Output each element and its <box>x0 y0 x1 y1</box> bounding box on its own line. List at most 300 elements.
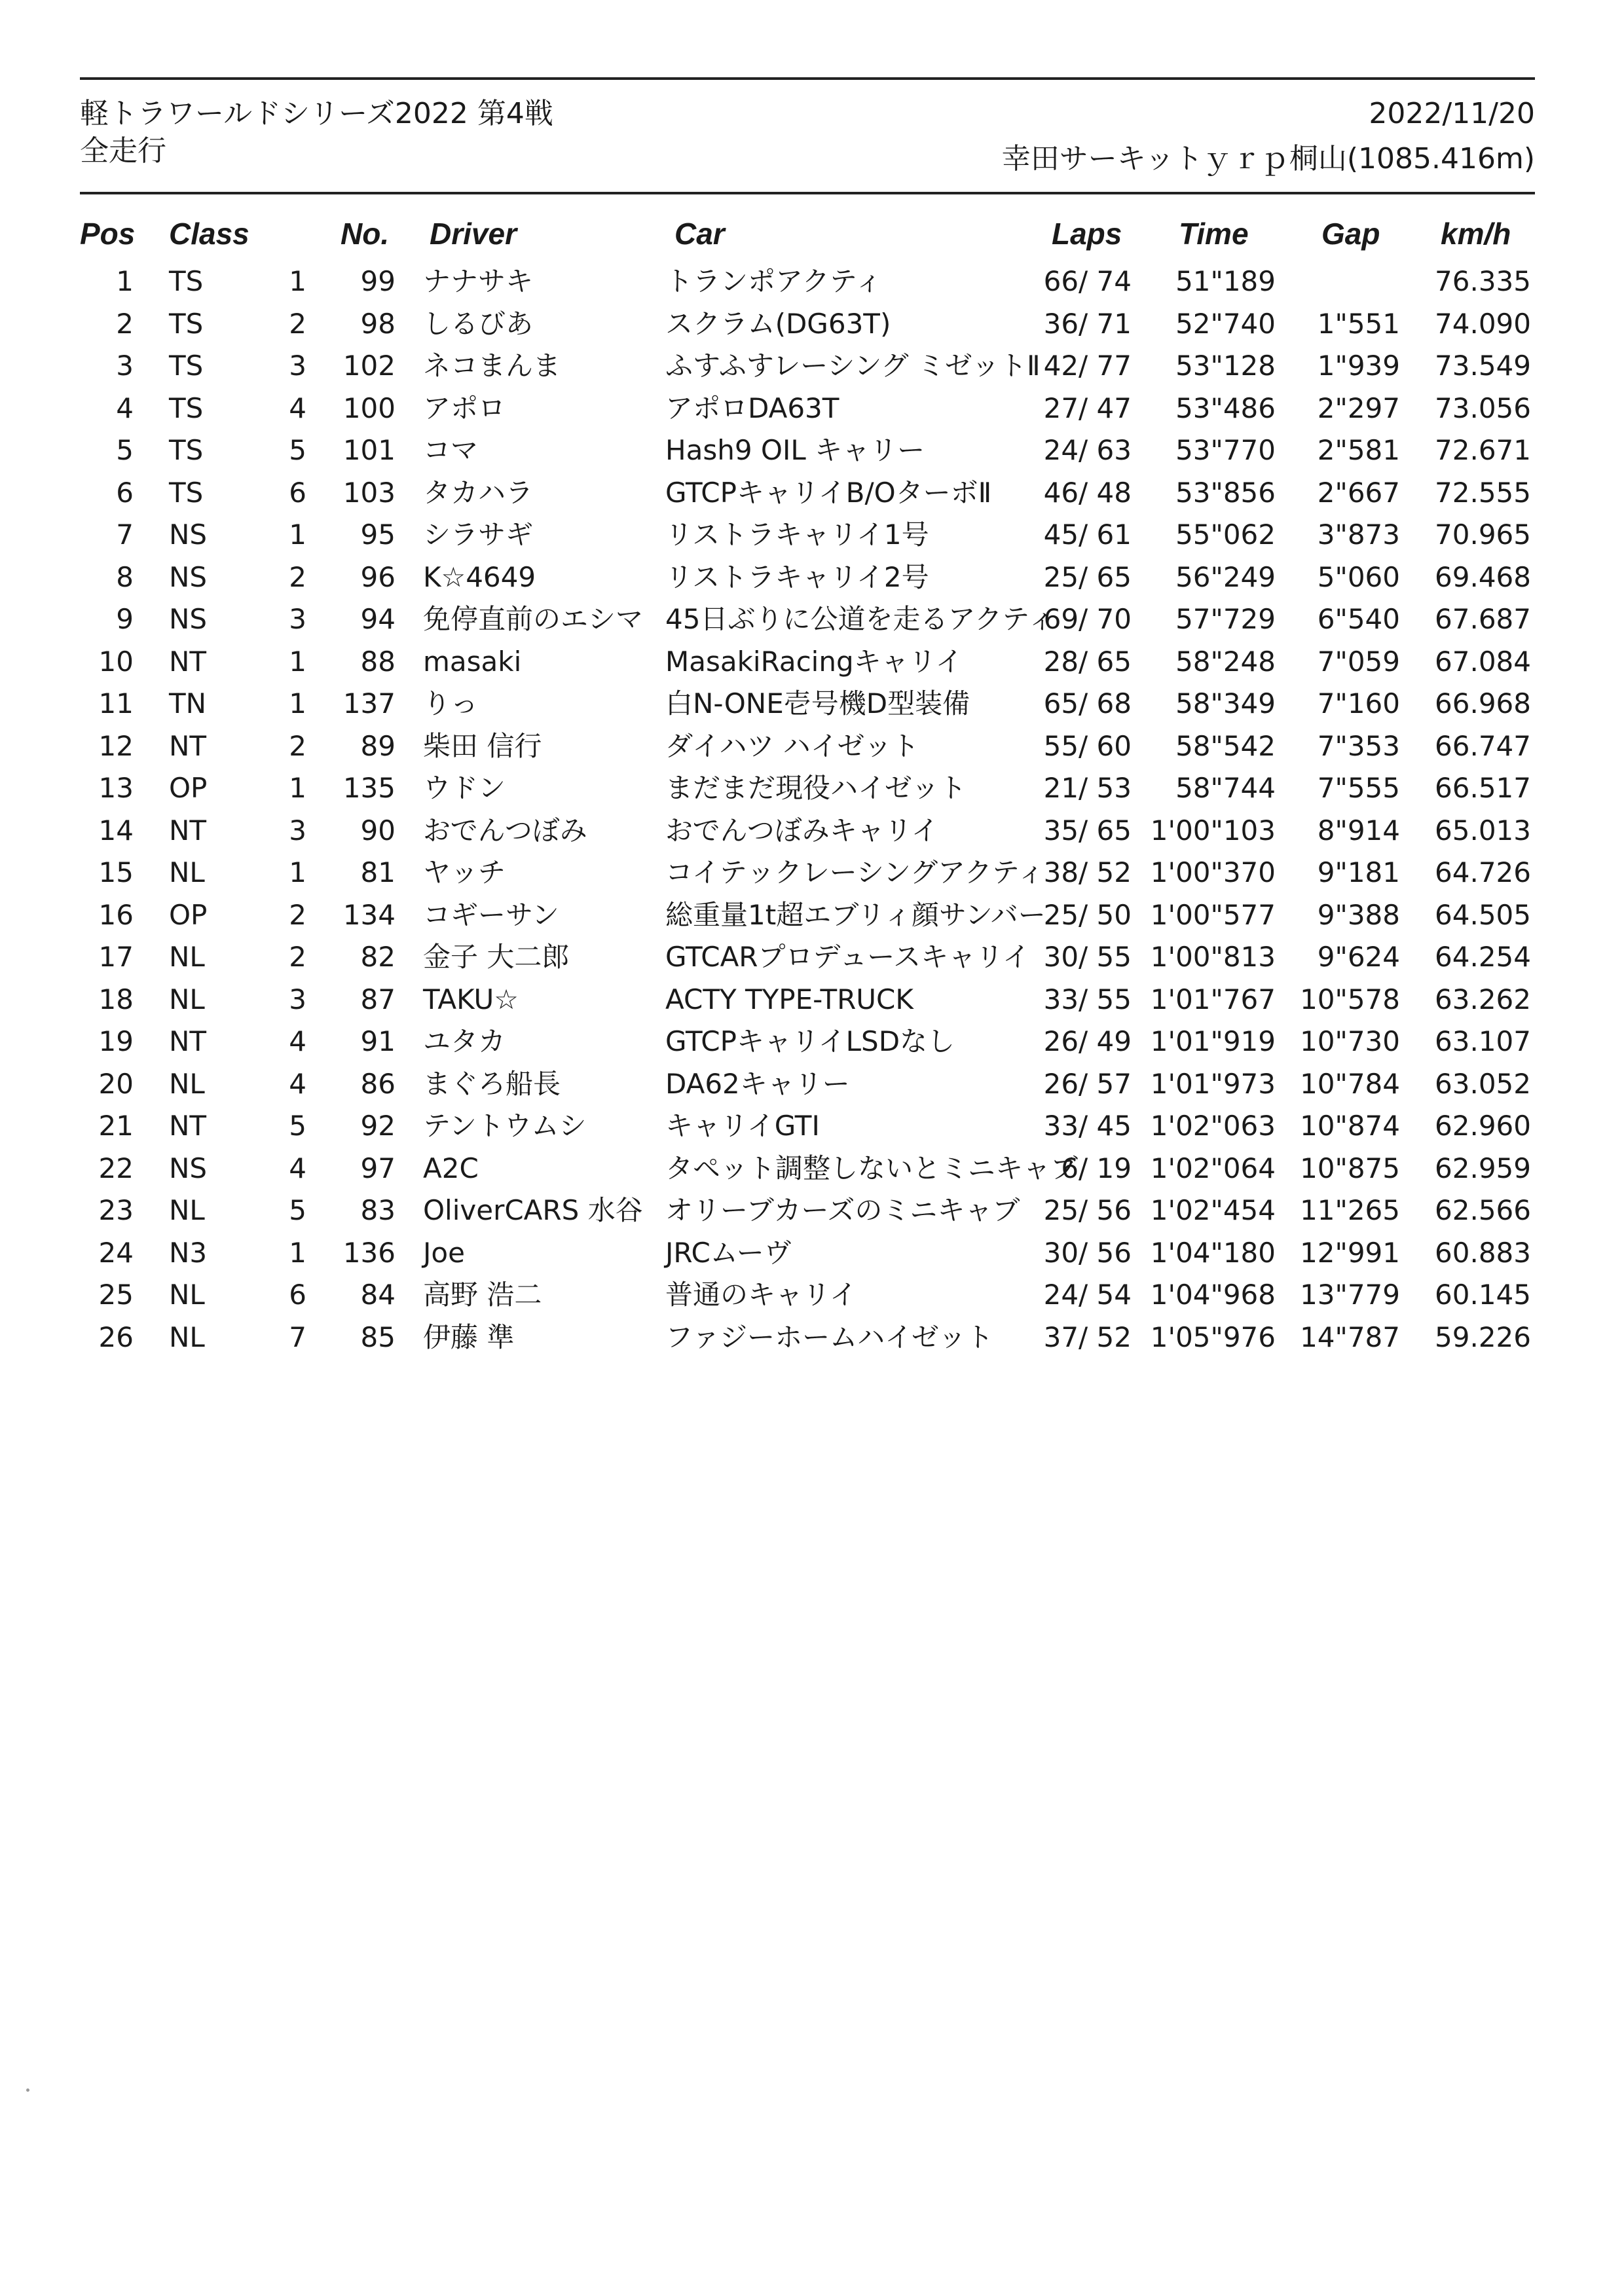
row-best-time: 53"856 <box>1175 476 1276 509</box>
row-speed: 63.052 <box>1435 1067 1531 1100</box>
row-class: NL <box>169 856 205 888</box>
row-car-number: 100 <box>342 392 396 424</box>
row-gap: 1"551 <box>1317 307 1400 340</box>
row-laps: 55/ 60 <box>1043 729 1132 762</box>
row-speed: 59.226 <box>1435 1321 1531 1353</box>
row-laps: 25/ 65 <box>1043 560 1132 593</box>
col-header-driver: Driver <box>430 217 517 251</box>
row-laps: 26/ 57 <box>1043 1067 1132 1100</box>
row-gap: 7"353 <box>1317 729 1400 762</box>
row-car-number: 91 <box>360 1025 396 1057</box>
row-car-number: 83 <box>360 1194 396 1226</box>
result-row <box>0 812 1624 854</box>
col-header-time: Time <box>1179 217 1249 251</box>
row-speed: 60.145 <box>1435 1279 1531 1311</box>
row-car-number: 94 <box>360 603 396 635</box>
row-gap: 12"991 <box>1300 1236 1400 1269</box>
row-class: TS <box>169 434 204 466</box>
row-driver: 高野 浩二 <box>423 1279 542 1311</box>
row-class-position: 2 <box>289 941 306 973</box>
row-pos: 16 <box>98 898 134 931</box>
col-header-no: No. <box>341 217 390 251</box>
row-car-number: 85 <box>360 1321 396 1353</box>
row-driver: ウドン <box>423 772 506 804</box>
row-class: NL <box>169 1194 205 1226</box>
row-car: ふすふすレーシング ミゼットⅡ <box>665 350 1041 382</box>
row-driver: 伊藤 準 <box>423 1321 515 1353</box>
result-row <box>0 685 1624 727</box>
result-row <box>0 644 1624 685</box>
row-class-position: 2 <box>289 729 306 762</box>
col-header-class: Class <box>169 217 249 251</box>
row-driver: 金子 大二郎 <box>423 941 570 973</box>
row-car-number: 134 <box>342 898 396 931</box>
top-rule <box>80 77 1535 80</box>
row-driver: しるびあ <box>423 307 534 340</box>
row-speed: 66.517 <box>1435 772 1531 804</box>
row-pos: 20 <box>98 1067 134 1100</box>
row-driver: ユタカ <box>423 1025 506 1057</box>
row-gap: 8"914 <box>1317 814 1400 847</box>
row-laps: 6/ 19 <box>1061 1152 1132 1184</box>
row-laps: 21/ 53 <box>1043 772 1132 804</box>
row-best-time: 1'00"370 <box>1150 856 1276 888</box>
row-laps: 38/ 52 <box>1043 856 1132 888</box>
row-driver: コギーサン <box>423 898 559 931</box>
row-car-number: 135 <box>342 772 396 804</box>
row-class-position: 1 <box>289 265 306 297</box>
row-best-time: 57"729 <box>1175 603 1276 635</box>
row-best-time: 1'01"919 <box>1150 1025 1276 1057</box>
row-class: NT <box>169 645 207 678</box>
row-car: GTCARプロデュースキャリイ <box>665 941 1030 973</box>
row-best-time: 53"486 <box>1175 392 1276 424</box>
row-best-time: 58"248 <box>1175 645 1276 678</box>
row-speed: 65.013 <box>1435 814 1531 847</box>
row-speed: 60.883 <box>1435 1236 1531 1269</box>
row-car-number: 89 <box>360 729 396 762</box>
row-car: キャリイGTI <box>665 1110 820 1142</box>
row-class-position: 2 <box>289 560 306 593</box>
result-row <box>0 1066 1624 1108</box>
col-header-gap: Gap <box>1321 217 1380 251</box>
row-laps: 65/ 68 <box>1043 687 1132 720</box>
row-laps: 24/ 54 <box>1043 1279 1132 1311</box>
row-class: TS <box>169 476 204 509</box>
row-gap: 14"787 <box>1300 1321 1400 1353</box>
row-driver: シラサギ <box>423 519 534 551</box>
col-header-pos: Pos <box>80 217 136 251</box>
row-class-position: 1 <box>289 772 306 804</box>
row-class-position: 7 <box>289 1321 306 1353</box>
row-gap: 7"555 <box>1317 772 1400 804</box>
row-car: コイテックレーシングアクティ <box>665 856 1045 888</box>
row-gap: 9"388 <box>1317 898 1400 931</box>
row-gap: 7"160 <box>1317 687 1400 720</box>
result-row <box>0 1192 1624 1234</box>
row-laps: 69/ 70 <box>1043 603 1132 635</box>
row-class: NT <box>169 1110 207 1142</box>
row-pos: 6 <box>116 476 134 509</box>
row-laps: 24/ 63 <box>1043 434 1132 466</box>
row-laps: 27/ 47 <box>1043 392 1132 424</box>
row-driver: アポロ <box>423 392 506 424</box>
row-gap: 5"060 <box>1317 560 1400 593</box>
row-class: TS <box>169 392 204 424</box>
result-row <box>0 263 1624 305</box>
result-row <box>0 1023 1624 1065</box>
result-row <box>0 390 1624 432</box>
row-class: TS <box>169 265 204 297</box>
row-car: ダイハツ ハイゼット <box>665 729 919 762</box>
row-pos: 24 <box>98 1236 134 1269</box>
row-pos: 26 <box>98 1321 134 1353</box>
row-laps: 28/ 65 <box>1043 645 1132 678</box>
row-speed: 66.968 <box>1435 687 1531 720</box>
row-driver: りっ <box>423 687 479 720</box>
result-row <box>0 897 1624 939</box>
row-speed: 70.965 <box>1435 519 1531 551</box>
row-car: ACTY TYPE-TRUCK <box>665 983 913 1015</box>
row-driver: まぐろ船長 <box>423 1067 561 1100</box>
row-best-time: 1'00"813 <box>1150 941 1276 973</box>
row-laps: 33/ 55 <box>1043 983 1132 1015</box>
row-pos: 3 <box>116 350 134 382</box>
row-car: 45日ぶりに公道を走るアクティ <box>665 603 1055 635</box>
row-class-position: 4 <box>289 1025 306 1057</box>
row-class-position: 4 <box>289 392 306 424</box>
row-car: アポロDA63T <box>665 392 840 424</box>
row-driver: ヤッチ <box>423 856 506 888</box>
row-best-time: 1'04"968 <box>1150 1279 1276 1311</box>
row-laps: 45/ 61 <box>1043 519 1132 551</box>
row-best-time: 1'02"454 <box>1150 1194 1276 1226</box>
result-row <box>0 1150 1624 1192</box>
row-car-number: 102 <box>342 350 396 382</box>
result-row <box>0 348 1624 390</box>
row-best-time: 1'01"767 <box>1150 983 1276 1015</box>
row-class: N3 <box>169 1236 208 1269</box>
row-speed: 63.107 <box>1435 1025 1531 1057</box>
row-class: TS <box>169 307 204 340</box>
row-car-number: 96 <box>360 560 396 593</box>
row-pos: 9 <box>116 603 134 635</box>
row-class-position: 3 <box>289 983 306 1015</box>
row-gap: 10"784 <box>1300 1067 1400 1100</box>
row-best-time: 1'02"064 <box>1150 1152 1276 1184</box>
row-car: MasakiRacingキャリイ <box>665 645 963 678</box>
result-row <box>0 1319 1624 1361</box>
row-speed: 64.505 <box>1435 898 1531 931</box>
row-car: リストラキャリイ1号 <box>665 519 929 551</box>
row-speed: 64.726 <box>1435 856 1531 888</box>
row-class: NS <box>169 1152 208 1184</box>
row-car-number: 101 <box>342 434 396 466</box>
row-laps: 36/ 71 <box>1043 307 1132 340</box>
row-pos: 8 <box>116 560 134 593</box>
row-gap: 10"875 <box>1300 1152 1400 1184</box>
row-best-time: 58"542 <box>1175 729 1276 762</box>
row-class-position: 1 <box>289 645 306 678</box>
row-laps: 25/ 50 <box>1043 898 1132 931</box>
row-speed: 62.960 <box>1435 1110 1531 1142</box>
row-gap: 3"873 <box>1317 519 1400 551</box>
row-driver: テントウムシ <box>423 1110 587 1142</box>
row-speed: 69.468 <box>1435 560 1531 593</box>
row-class: OP <box>169 898 208 931</box>
row-class: NL <box>169 1321 205 1353</box>
row-pos: 13 <box>98 772 134 804</box>
row-gap: 2"581 <box>1317 434 1400 466</box>
row-pos: 1 <box>116 265 134 297</box>
result-row <box>0 559 1624 601</box>
result-row <box>0 306 1624 348</box>
result-row <box>0 475 1624 517</box>
row-class: NL <box>169 983 205 1015</box>
row-pos: 23 <box>98 1194 134 1226</box>
row-car-number: 98 <box>360 307 396 340</box>
row-driver: コマ <box>423 434 479 466</box>
row-class-position: 2 <box>289 898 306 931</box>
row-best-time: 1'02"063 <box>1150 1110 1276 1142</box>
row-car: オリーブカーズのミニキャブ <box>665 1194 1020 1226</box>
row-class-position: 1 <box>289 519 306 551</box>
row-driver: TAKU☆ <box>423 983 519 1015</box>
row-class-position: 1 <box>289 856 306 888</box>
result-row <box>0 601 1624 643</box>
row-pos: 11 <box>98 687 134 720</box>
row-driver: masaki <box>423 645 522 678</box>
row-car-number: 90 <box>360 814 396 847</box>
row-car-number: 136 <box>342 1236 396 1269</box>
row-pos: 15 <box>98 856 134 888</box>
row-best-time: 58"349 <box>1175 687 1276 720</box>
row-class: NL <box>169 941 205 973</box>
row-class-position: 5 <box>289 1110 306 1142</box>
row-best-time: 51"189 <box>1175 265 1276 297</box>
row-car: Hash9 OIL キャリー <box>665 434 925 466</box>
result-row <box>0 770 1624 812</box>
row-driver: 柴田 信行 <box>423 729 542 762</box>
row-car-number: 95 <box>360 519 396 551</box>
row-best-time: 1'00"103 <box>1150 814 1276 847</box>
col-header-laps: Laps <box>1052 217 1122 251</box>
row-pos: 12 <box>98 729 134 762</box>
row-car-number: 86 <box>360 1067 396 1100</box>
row-pos: 17 <box>98 941 134 973</box>
row-gap: 1"939 <box>1317 350 1400 382</box>
row-best-time: 1'05"976 <box>1150 1321 1276 1353</box>
row-gap: 9"624 <box>1317 941 1400 973</box>
row-laps: 25/ 56 <box>1043 1194 1132 1226</box>
row-speed: 62.566 <box>1435 1194 1531 1226</box>
result-row <box>0 1235 1624 1277</box>
row-gap: 10"874 <box>1300 1110 1400 1142</box>
row-class-position: 1 <box>289 1236 306 1269</box>
row-speed: 73.549 <box>1435 350 1531 382</box>
row-best-time: 1'01"973 <box>1150 1067 1276 1100</box>
row-car-number: 92 <box>360 1110 396 1142</box>
row-pos: 25 <box>98 1279 134 1311</box>
row-laps: 66/ 74 <box>1043 265 1132 297</box>
row-driver: K☆4649 <box>423 560 536 593</box>
row-speed: 72.671 <box>1435 434 1531 466</box>
scan-speck <box>26 2088 29 2092</box>
row-driver: ナナサキ <box>423 265 534 297</box>
row-speed: 64.254 <box>1435 941 1531 973</box>
row-class-position: 4 <box>289 1067 306 1100</box>
result-row <box>0 517 1624 558</box>
row-class-position: 3 <box>289 350 306 382</box>
row-car-number: 84 <box>360 1279 396 1311</box>
row-speed: 73.056 <box>1435 392 1531 424</box>
result-row <box>0 854 1624 896</box>
row-speed: 66.747 <box>1435 729 1531 762</box>
row-gap: 7"059 <box>1317 645 1400 678</box>
row-laps: 35/ 65 <box>1043 814 1132 847</box>
row-best-time: 53"128 <box>1175 350 1276 382</box>
row-pos: 5 <box>116 434 134 466</box>
row-pos: 19 <box>98 1025 134 1057</box>
row-speed: 76.335 <box>1435 265 1531 297</box>
row-class-position: 3 <box>289 603 306 635</box>
row-car: 白N-ONE壱号機D型装備 <box>665 687 970 720</box>
row-car-number: 87 <box>360 983 396 1015</box>
row-gap: 2"667 <box>1317 476 1400 509</box>
row-speed: 72.555 <box>1435 476 1531 509</box>
row-class-position: 4 <box>289 1152 306 1184</box>
row-best-time: 1'04"180 <box>1150 1236 1276 1269</box>
row-pos: 18 <box>98 983 134 1015</box>
row-laps: 42/ 77 <box>1043 350 1132 382</box>
row-driver: おでんつぼみ <box>423 814 587 847</box>
row-speed: 63.262 <box>1435 983 1531 1015</box>
row-class-position: 5 <box>289 434 306 466</box>
col-header-car: Car <box>674 217 725 251</box>
row-car-number: 99 <box>360 265 396 297</box>
row-best-time: 55"062 <box>1175 519 1276 551</box>
row-car: リストラキャリイ2号 <box>665 560 929 593</box>
result-row <box>0 939 1624 981</box>
row-car-number: 103 <box>342 476 396 509</box>
row-laps: 33/ 45 <box>1043 1110 1132 1142</box>
row-car: GTCPキャリイLSDなし <box>665 1025 955 1057</box>
row-car: GTCPキャリイB/OターボⅡ <box>665 476 992 509</box>
row-gap: 6"540 <box>1317 603 1400 635</box>
row-car-number: 137 <box>342 687 396 720</box>
row-class-position: 5 <box>289 1194 306 1226</box>
row-speed: 67.687 <box>1435 603 1531 635</box>
row-class-position: 6 <box>289 476 306 509</box>
circuit-name: 幸田サーキットｙｒｐ桐山(1085.416m) <box>1001 142 1535 175</box>
row-best-time: 52"740 <box>1175 307 1276 340</box>
row-gap: 10"730 <box>1300 1025 1400 1057</box>
row-best-time: 53"770 <box>1175 434 1276 466</box>
result-row <box>0 432 1624 474</box>
result-row <box>0 981 1624 1023</box>
row-car-number: 88 <box>360 645 396 678</box>
row-car: スクラム(DG63T) <box>665 307 891 340</box>
row-class: NL <box>169 1067 205 1100</box>
event-date: 2022/11/20 <box>1369 97 1535 130</box>
row-class: NT <box>169 729 207 762</box>
row-class-position: 2 <box>289 307 306 340</box>
row-class-position: 1 <box>289 687 306 720</box>
row-car: 普通のキャリイ <box>665 1279 857 1311</box>
row-car: DA62キャリー <box>665 1067 850 1100</box>
row-best-time: 1'00"577 <box>1150 898 1276 931</box>
row-laps: 26/ 49 <box>1043 1025 1132 1057</box>
row-car-number: 97 <box>360 1152 396 1184</box>
row-driver: タカハラ <box>423 476 534 509</box>
row-car: JRCムーヴ <box>665 1236 792 1269</box>
session-name: 全走行 <box>80 134 166 168</box>
row-class: TS <box>169 350 204 382</box>
row-pos: 10 <box>98 645 134 678</box>
result-row <box>0 728 1624 770</box>
row-pos: 4 <box>116 392 134 424</box>
row-class: NT <box>169 814 207 847</box>
header-rule <box>80 192 1535 194</box>
row-car: ファジーホームハイゼット <box>665 1321 994 1353</box>
row-speed: 67.084 <box>1435 645 1531 678</box>
row-gap: 2"297 <box>1317 392 1400 424</box>
row-pos: 14 <box>98 814 134 847</box>
row-car: タペット調整しないとミニキャブ <box>665 1152 1079 1184</box>
row-car: まだまだ現役ハイゼット <box>665 772 967 804</box>
row-gap: 9"181 <box>1317 856 1400 888</box>
row-class-position: 3 <box>289 814 306 847</box>
row-pos: 22 <box>98 1152 134 1184</box>
row-class: NS <box>169 519 208 551</box>
row-gap: 13"779 <box>1300 1279 1400 1311</box>
row-car: トランポアクティ <box>665 265 883 297</box>
col-header-kmh: km/h <box>1441 217 1511 251</box>
row-class: NS <box>169 603 208 635</box>
row-pos: 21 <box>98 1110 134 1142</box>
row-driver: Joe <box>423 1236 465 1269</box>
row-car: 総重量1t超エブリィ顔サンバー <box>665 898 1046 931</box>
row-laps: 30/ 55 <box>1043 941 1132 973</box>
row-speed: 62.959 <box>1435 1152 1531 1184</box>
row-laps: 37/ 52 <box>1043 1321 1132 1353</box>
row-class-position: 6 <box>289 1279 306 1311</box>
row-car-number: 82 <box>360 941 396 973</box>
row-class: OP <box>169 772 208 804</box>
row-driver: OliverCARS 水谷 <box>423 1194 643 1226</box>
row-pos: 2 <box>116 307 134 340</box>
row-gap: 10"578 <box>1300 983 1400 1015</box>
event-title: 軽トラワールドシリーズ2022 第4戦 <box>80 97 553 130</box>
result-row <box>0 1108 1624 1150</box>
row-laps: 46/ 48 <box>1043 476 1132 509</box>
row-best-time: 56"249 <box>1175 560 1276 593</box>
result-row <box>0 1277 1624 1319</box>
row-driver: ネコまんま <box>423 350 561 382</box>
row-pos: 7 <box>116 519 134 551</box>
row-car: おでんつぼみキャリイ <box>665 814 939 847</box>
row-class: TN <box>169 687 207 720</box>
row-driver: A2C <box>423 1152 479 1184</box>
row-class: NT <box>169 1025 207 1057</box>
row-class: NS <box>169 560 208 593</box>
row-speed: 74.090 <box>1435 307 1531 340</box>
row-driver: 免停直前のエシマ <box>423 603 644 635</box>
row-car-number: 81 <box>360 856 396 888</box>
row-best-time: 58"744 <box>1175 772 1276 804</box>
row-class: NL <box>169 1279 205 1311</box>
row-gap: 11"265 <box>1300 1194 1400 1226</box>
